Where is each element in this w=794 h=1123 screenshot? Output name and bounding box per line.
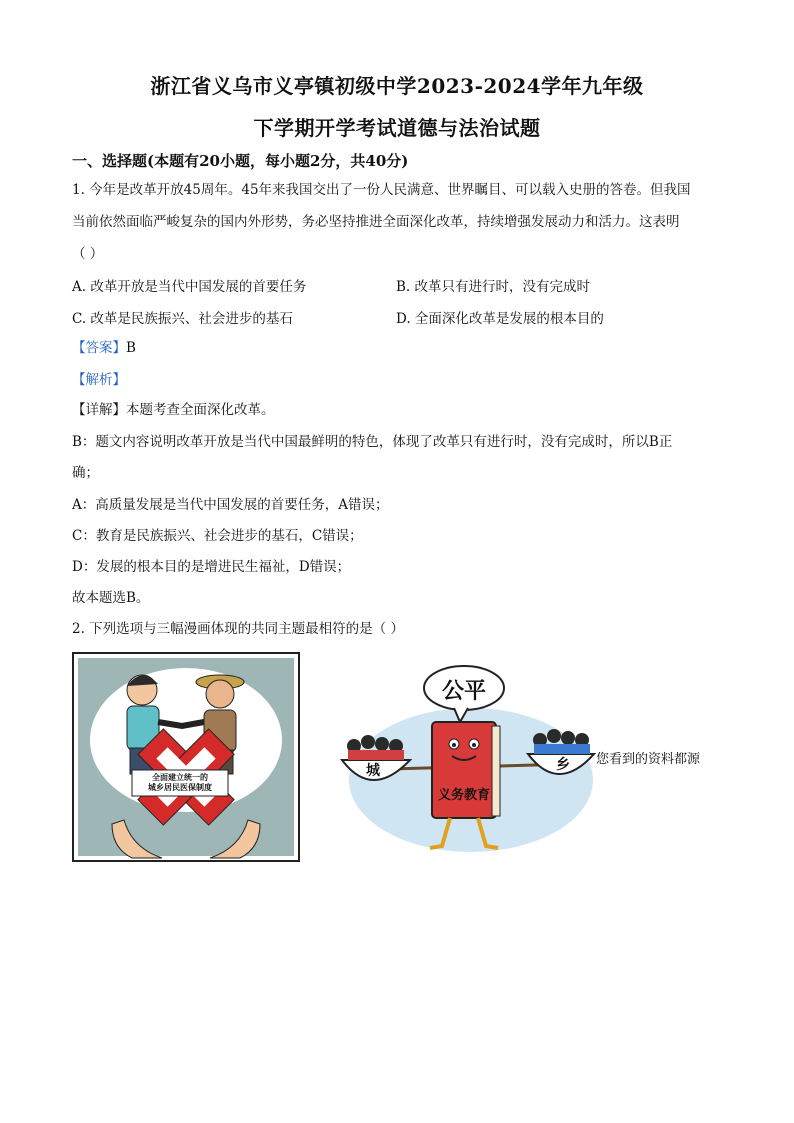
q1-option-a: A. 改革开放是当代中国发展的首要任务 [72,279,307,295]
analysis-tag: 【解析】 [72,372,126,388]
q1-stem-line3: （ ） [72,246,104,262]
q1-stem-line2: 当前依然面临严峻复杂的国内外形势，务必坚持推进全面深化改革，持续增强发展动力和活力。这表明 [72,214,680,230]
q1-option-c: C. 改革是民族振兴、社会进步的基石 [72,311,293,327]
answer-value: B [126,340,136,356]
comic-education-fairness [336,660,596,856]
section-heading: 一、选择题(本题有20小题，每小题2分，共40分) [72,152,409,170]
q1-explain-line: B：题文内容说明改革开放是当代中国最鲜明的特色，体现了改革只有进行时，没有完成时，所以B正 [72,434,673,450]
q1-explain-line: D：发展的根本目的是增进民生福祉，D错误； [72,559,351,575]
q1-analysis [72,370,126,390]
q1-detail [72,400,275,420]
comic1-illustration [72,652,300,862]
q1-stem-line1: 1. 今年是改革开放45周年。45年来我国交出了一份人民满意、世界瞩目、可以载入史册的答卷。但我国 [72,182,691,198]
comic2-bubble-text: 公平 [441,679,486,704]
q1-explain-line: 确； [72,465,99,481]
q2-stem: 2. 下列选项与三幅漫画体现的共同主题最相符的是（ ） [72,621,404,637]
q1-option-b: B. 改革只有进行时，没有完成时 [396,279,591,295]
document-title-line2: 下学期开学考试道德与法治试题 [253,116,541,140]
comic-medical-insurance [72,652,300,862]
q1-explain-line: 故本题选B。 [72,590,150,606]
q1-explain-line: A：高质量发展是当代中国发展的首要任务，A错误； [72,497,389,513]
comic2-right-bowl-label: 乡 [556,757,570,773]
q1-answer [72,338,136,358]
comic1-sign-line1: 全面建立统一的 [152,773,208,782]
comic1-sign-line2: 城乡居民医保制度 [148,783,212,792]
document-title-line1: 浙江省义乌市义亭镇初级中学2023-2024学年九年级 [150,74,644,98]
answer-tag: 【答案】 [72,340,126,356]
q1-explain-line: C：教育是民族振兴、社会进步的基石，C错误； [72,528,363,544]
comic2-book-label: 义务教育 [437,788,490,803]
q1-option-d: D. 全面深化改革是发展的根本目的 [396,311,604,327]
watermark-text: 您看到的资料都源 [596,752,701,767]
detail-text: 本题考查全面深化改革。 [126,402,275,418]
detail-tag: 【详解】 [72,402,126,418]
comic2-left-bowl-label: 城 [366,763,380,779]
